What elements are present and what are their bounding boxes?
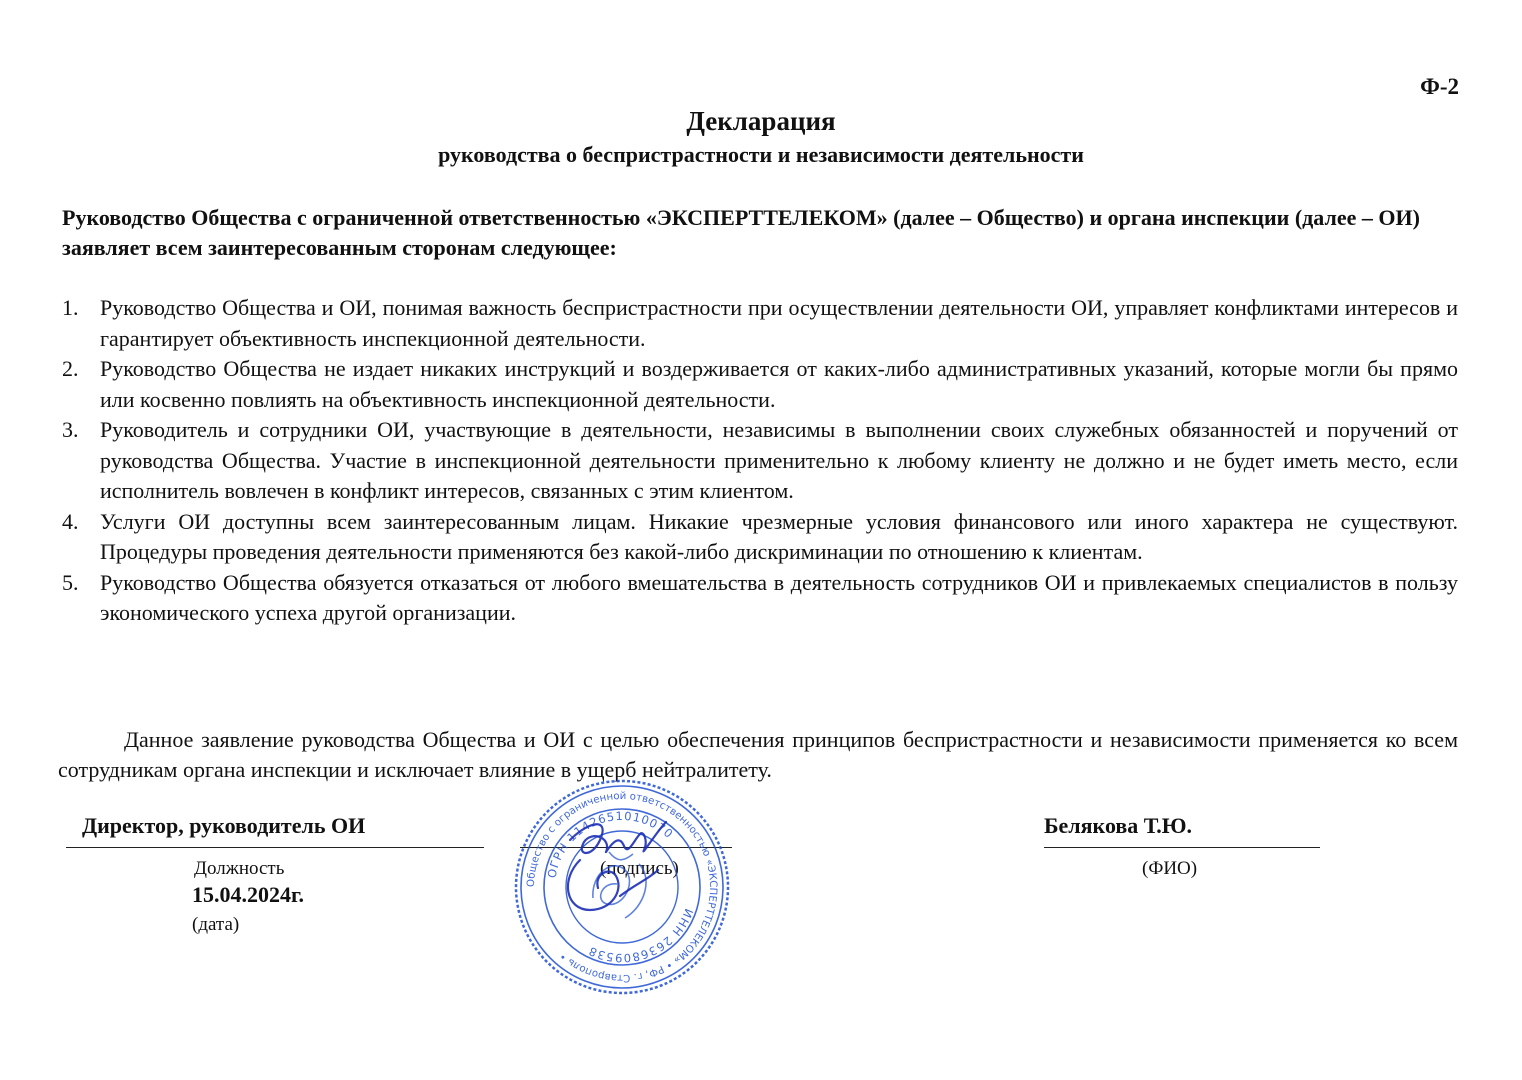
item-text: Руководитель и сотрудники ОИ, участвующие в деятельности, независимы в выполнении своих служебных обязанностей и поручений от руководства Общества. Участие в инспекционной деятельности применительно к любому клиенту не должно и не будет иметь место, если исполнитель вовлечен в конфликт интересов, связанных с этим клиентом.	[100, 417, 1458, 503]
list-item	[62, 568, 1458, 629]
stamp-inn-text: ИНН 2636809538	[585, 906, 697, 966]
document-subtitle: руководства о беспристрастности и независимости деятельности	[438, 142, 1084, 167]
item-number: 1.	[62, 295, 79, 320]
fio-value: Белякова Т.Ю.	[1044, 813, 1193, 838]
position-caption: Должность	[194, 858, 285, 879]
date-value: 15.04.2024г.	[192, 882, 305, 907]
item-number: 4.	[62, 508, 79, 534]
item-number: 3.	[62, 417, 79, 442]
list-item	[62, 415, 1458, 507]
item-number: 5.	[62, 569, 79, 595]
position-value: Директор, руководитель ОИ	[82, 813, 366, 838]
date-caption: (дата)	[192, 914, 240, 935]
list-item	[62, 507, 1458, 568]
intro-paragraph: Руководство Общества с ограниченной ответственностью «ЭКСПЕРТТЕЛЕКОМ» (далее – Общество) и органа инспекции (далее – ОИ) заявляет всем заинтересованным сторонам следующее:	[62, 205, 1420, 260]
stamp-outer-text: Общество с ограниченной ответственностью «ЭКСПЕРТТЕЛЕКОМ» • РФ, г. Ставрополь •	[525, 790, 719, 984]
closing-paragraph: Данное заявление руководства Общества и ОИ с целью обеспечения принципов беспристрастности и независимости применяется ко всем сотрудникам органа инспекции и исключает влияние в ущерб нейтралитету.	[58, 727, 1458, 782]
form-code: Ф-2	[1420, 74, 1459, 99]
item-text: Руководство Общества и ОИ, понимая важность беспристрастности при осуществлении деятельности ОИ, управляет конфликтами интересов и гарантирует объективность инспекционной деятельности.	[100, 295, 1458, 351]
item-number: 2.	[62, 356, 79, 381]
handwritten-signature	[540, 800, 690, 930]
item-text: Руководство Общества обязуется отказаться от любого вмешательства в деятельность сотрудников ОИ и привлекаемых специалистов в пользу экономического успеха другой организации.	[100, 569, 1458, 625]
position-line	[66, 847, 484, 848]
fio-caption: (ФИО)	[1142, 858, 1198, 879]
fio-line	[1044, 847, 1320, 848]
item-text: Руководство Общества не издает никаких инструкций и воздерживается от каких-либо административных указаний, которые могли бы прямо или косвенно повлиять на объективность инспекционной деятельности.	[100, 356, 1458, 412]
list-item	[62, 293, 1458, 354]
document-title: Декларация	[686, 106, 836, 136]
signature-caption: (подпись)	[600, 858, 679, 879]
item-text: Услуги ОИ доступны всем заинтересованным лицам. Никакие чрезмерные условия финансового или иного характера не существуют. Процедуры проведения деятельности применяются без какой-либо дискриминации по отношению к клиентам.	[100, 508, 1458, 564]
stamp-ogrn-text: ОГРН 1142651010070	[544, 808, 677, 880]
list-item	[62, 354, 1458, 415]
declaration-items	[62, 293, 1458, 629]
